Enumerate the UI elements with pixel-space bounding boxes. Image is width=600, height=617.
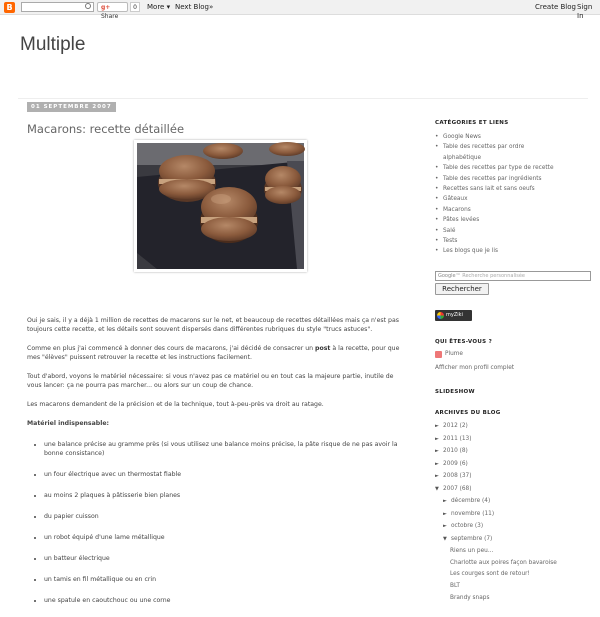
list-item: • au moins 2 plaques à pâtisserie bien planes: [44, 491, 407, 500]
archive-year: ► 2008 (37): [435, 473, 472, 479]
archive-month: ► décembre (4): [443, 498, 491, 504]
category-link[interactable]: • Table des recettes par ordre: [435, 142, 554, 152]
category-link[interactable]: • Recettes sans lait et sans oeufs: [435, 184, 554, 194]
archive-year: ▼ 2007 (68): [435, 485, 472, 492]
search-icon[interactable]: [85, 3, 91, 9]
expand-arrow-icon[interactable]: ►: [435, 448, 439, 454]
archive-year: ► 2010 (8): [435, 448, 468, 454]
create-blog-link[interactable]: Create Blog: [535, 3, 576, 11]
category-link[interactable]: • Tests: [435, 236, 554, 246]
archive-post-link[interactable]: Charlotte aux poires façon bavaroise: [450, 559, 557, 566]
author-name[interactable]: Plume: [445, 351, 463, 357]
category-link[interactable]: • Macarons: [435, 205, 554, 215]
archive-year: ► 2011 (13): [435, 435, 472, 442]
next-blog-link[interactable]: Next Blog»: [175, 3, 214, 11]
navbar-search-input[interactable]: [21, 2, 94, 12]
blogger-logo-icon[interactable]: B: [4, 2, 15, 13]
share-button[interactable]: [97, 2, 128, 20]
post-link[interactable]: post: [315, 345, 331, 352]
macarons-photo-image: [137, 143, 304, 269]
categories-heading: CATÉGORIES ET LIENS: [435, 120, 509, 126]
myziki-icon: [437, 312, 444, 319]
category-link[interactable]: • Salé: [435, 226, 554, 236]
post-body: [27, 316, 407, 617]
list-item: • un tamis en fil métallique ou en crin: [44, 575, 407, 584]
expand-arrow-icon[interactable]: ►: [443, 510, 447, 517]
archive-month: ▼ septembre (7): [443, 535, 493, 542]
macarons-photo[interactable]: [134, 140, 307, 272]
about-heading: QUI ÊTES-VOUS ?: [435, 339, 493, 345]
share-label: Share: [101, 13, 119, 20]
category-link[interactable]: • Table des recettes par ingrédients: [435, 174, 554, 184]
list-item: • un four électrique avec un thermostat fiable: [44, 470, 407, 479]
expand-arrow-icon[interactable]: ►: [435, 460, 439, 467]
archive-post-link[interactable]: Riens un peu...: [450, 548, 494, 554]
archive-post-link[interactable]: BLT: [450, 583, 460, 590]
post-paragraph: Comme en plus j'ai commencé à donner des cours de macarons, j'ai décidé de consacrer un post à la recette, pour que mes "élèves" puissent retrouver la recette et les instructions facilement.: [27, 345, 400, 361]
post-paragraph: Les macarons demandent de la précision et de la technique, tout à-peu-près va droit au ratage.: [27, 401, 324, 408]
materiel-list: [27, 440, 407, 605]
list-item: • un batteur électrique: [44, 554, 407, 563]
post-date: 01 SEPTEMBRE 2007: [27, 102, 116, 112]
category-link[interactable]: • Pâtes levées: [435, 215, 554, 225]
materiel-label: Matériel indispensable:: [27, 420, 109, 427]
post-paragraph: Oui je sais, il y a déjà 1 million de recettes de macarons sur le net, et beaucoup de recettes détaillées mais ça n'est pas toujours cette recette, et les détails sont souvent dispersés dans différentes rubriques du style "trucs astuces".: [27, 317, 399, 333]
archive-post-link[interactable]: Les courges sont de retour!: [450, 571, 530, 578]
list-item: • du papier cuisson: [44, 512, 407, 521]
post-title[interactable]: Macarons: recette détaillée: [27, 122, 185, 136]
expand-arrow-icon[interactable]: ►: [435, 435, 439, 442]
collapse-arrow-icon[interactable]: ▼: [443, 535, 447, 542]
archive-year: ► 2012 (2): [435, 423, 468, 429]
expand-arrow-icon[interactable]: ►: [443, 523, 447, 529]
list-item: • un robot équipé d'une lame métallique: [44, 533, 407, 542]
category-link[interactable]: • Gâteaux: [435, 194, 554, 204]
more-menu[interactable]: More ▾: [147, 3, 171, 11]
list-item: • une balance précise au gramme près (si vous utilisez une balance moins précise, la pâte risque de ne pas avoir la bonne consistance): [44, 440, 407, 458]
custom-search-input[interactable]: Google™ Recherche personnalisée: [435, 271, 591, 281]
google-plus-icon: g+: [101, 4, 111, 11]
myziki-badge[interactable]: myZiki: [435, 310, 472, 321]
share-count: 0: [130, 2, 140, 12]
post-paragraph: Tout d'abord, voyons le matériel nécessaire: si vous n'avez pas ce matériel ou en tout cas la majeure partie, inutile de vous lancer: ça ne pourra pas marcher... ou alors sur un coup de chance.: [27, 373, 394, 389]
header-divider: [18, 98, 588, 99]
archive-month: ► octobre (3): [443, 523, 484, 529]
search-button[interactable]: Rechercher: [435, 283, 489, 295]
profile-link[interactable]: Afficher mon profil complet: [435, 365, 515, 371]
archive-heading: ARCHIVES DU BLOG: [435, 410, 501, 416]
blog-title[interactable]: Multiple: [20, 34, 86, 55]
archive-list: [435, 423, 557, 606]
category-link[interactable]: • Google News: [435, 132, 554, 142]
category-link-cont[interactable]: alphabétique: [443, 154, 482, 161]
archive-post-link[interactable]: Brandy snaps: [450, 594, 490, 601]
categories-list: [435, 132, 554, 257]
collapse-arrow-icon[interactable]: ▼: [435, 485, 439, 492]
expand-arrow-icon[interactable]: ►: [435, 473, 439, 479]
expand-arrow-icon[interactable]: ►: [443, 498, 447, 504]
blogger-profile-icon: [435, 351, 442, 358]
archive-year: ► 2009 (6): [435, 460, 468, 467]
sign-in-link[interactable]: Sign In: [577, 3, 593, 20]
list-item: • une spatule en caoutchouc ou une corne: [44, 596, 407, 605]
archive-month: ► novembre (11): [443, 510, 495, 517]
blogger-navbar: [0, 0, 600, 20]
expand-arrow-icon[interactable]: ►: [435, 423, 439, 429]
category-link[interactable]: • Table des recettes par type de recette: [435, 163, 554, 173]
slideshow-heading: SLIDESHOW: [435, 389, 475, 395]
category-link[interactable]: • Les blogs que je lis: [435, 246, 554, 256]
